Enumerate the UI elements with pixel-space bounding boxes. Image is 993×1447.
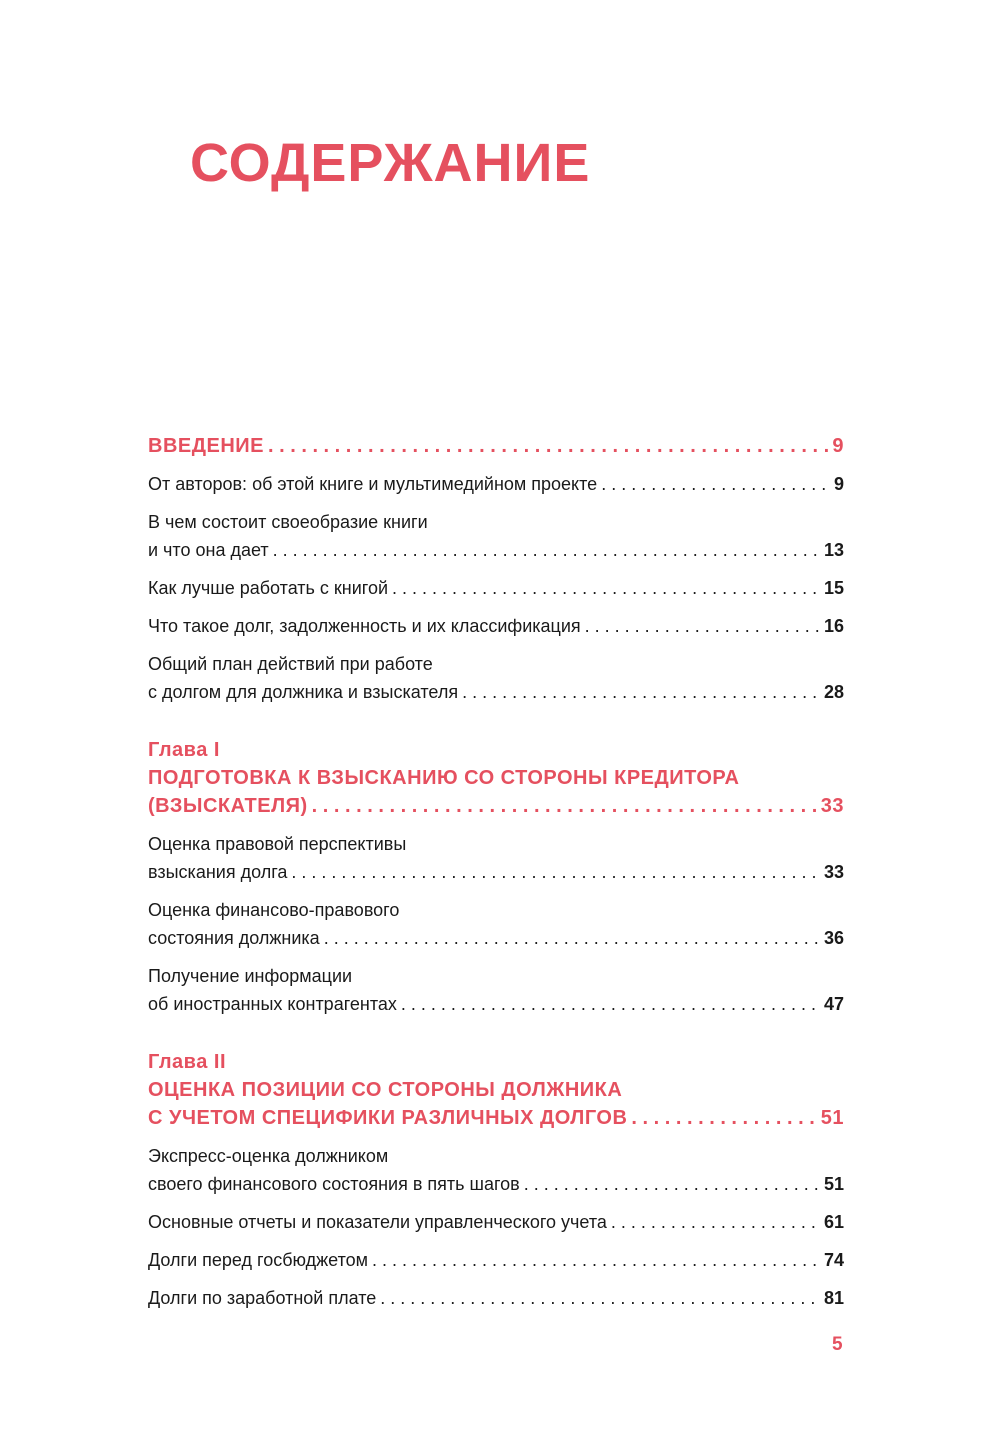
entry-title-line-2: об иностранных контрагентах	[148, 994, 397, 1014]
section-heading-line	[148, 432, 844, 460]
table-of-contents	[148, 432, 844, 1342]
entry-page-number: 33	[823, 862, 844, 882]
entry-title-line-2: с долгом для должника и взыскателя	[148, 682, 459, 702]
toc-section-chapter-2	[148, 1048, 844, 1312]
toc-entry[interactable]	[148, 830, 844, 886]
entry-title-line-1: Общий план действий при работе	[148, 654, 433, 674]
entry-title-line-2: и что она дает	[148, 540, 269, 560]
toc-entry[interactable]	[148, 1208, 844, 1236]
dot-leader	[601, 470, 830, 498]
entry-title: Долги по заработной плате	[148, 1288, 377, 1308]
section-heading[interactable]	[148, 736, 844, 820]
section-page-number: 51	[820, 1107, 844, 1129]
section-heading-line-1: ПОДГОТОВКА К ВЗЫСКАНИЮ СО СТОРОНЫ КРЕДИТОРА	[148, 767, 740, 789]
toc-entry[interactable]	[148, 574, 844, 602]
dot-leader	[380, 1284, 820, 1312]
page-title: СОДЕРЖАНИЕ	[190, 133, 591, 193]
toc-entry[interactable]	[148, 508, 844, 564]
dot-leader	[324, 924, 820, 952]
entry-page-number: 28	[823, 682, 844, 702]
section-heading-line-1: ОЦЕНКА ПОЗИЦИИ СО СТОРОНЫ ДОЛЖНИКА	[148, 1079, 623, 1101]
entry-page-number: 47	[823, 994, 844, 1014]
dot-leader	[462, 678, 820, 706]
toc-entry[interactable]	[148, 470, 844, 498]
section-heading-line	[148, 792, 844, 820]
dot-leader	[268, 432, 828, 460]
toc-entry[interactable]	[148, 1142, 844, 1198]
toc-entry[interactable]	[148, 1246, 844, 1274]
toc-section-introduction	[148, 432, 844, 706]
entry-page-number: 36	[823, 928, 844, 948]
section-page-number: 33	[820, 795, 844, 817]
section-heading-line-2: (ВЗЫСКАТЕЛЯ)	[148, 795, 308, 817]
toc-entry[interactable]	[148, 896, 844, 952]
section-heading[interactable]	[148, 1048, 844, 1132]
entry-page-number: 16	[823, 616, 844, 636]
entry-page-number: 74	[823, 1250, 844, 1270]
dot-leader	[372, 1246, 820, 1274]
entry-title-line-1: В чем состоит своеобразие книги	[148, 512, 428, 532]
entry-page-number: 51	[823, 1174, 844, 1194]
section-heading-text: ВВЕДЕНИЕ	[148, 435, 264, 457]
dot-leader	[392, 574, 820, 602]
entry-title: Как лучше работать с книгой	[148, 578, 389, 598]
entry-page-number: 61	[823, 1212, 844, 1232]
entry-page-number: 9	[833, 474, 844, 494]
toc-entry[interactable]	[148, 1284, 844, 1312]
entry-title: Основные отчеты и показатели управленческого учета	[148, 1212, 607, 1232]
dot-leader	[631, 1104, 816, 1132]
section-heading-line	[148, 1104, 844, 1132]
section-heading[interactable]	[148, 432, 844, 460]
dot-leader	[291, 858, 820, 886]
entry-title-line-1: Оценка финансово-правового	[148, 900, 400, 920]
dot-leader	[401, 990, 820, 1018]
entry-page-number: 81	[823, 1288, 844, 1308]
entry-title: От авторов: об этой книге и мультимедийном проекте	[148, 474, 598, 494]
toc-entry[interactable]	[148, 650, 844, 706]
toc-entry[interactable]	[148, 962, 844, 1018]
chapter-label: Глава II	[148, 1051, 226, 1073]
entry-title-line-2: своего финансового состояния в пять шагов	[148, 1174, 520, 1194]
entry-title-line-1: Экспресс-оценка должником	[148, 1146, 389, 1166]
toc-entry[interactable]	[148, 612, 844, 640]
dot-leader	[312, 792, 817, 820]
dot-leader	[524, 1170, 820, 1198]
entry-page-number: 13	[823, 540, 844, 560]
toc-section-chapter-1	[148, 736, 844, 1018]
dot-leader	[273, 536, 820, 564]
dot-leader	[585, 612, 820, 640]
chapter-label: Глава I	[148, 739, 220, 761]
entry-title-line-2: взыскания долга	[148, 862, 288, 882]
entry-page-number: 15	[823, 578, 844, 598]
entry-title-line-2: состояния должника	[148, 928, 320, 948]
entry-title-line-1: Оценка правовой перспективы	[148, 834, 407, 854]
entry-title: Долги перед госбюджетом	[148, 1250, 368, 1270]
dot-leader	[611, 1208, 820, 1236]
entry-title-line-1: Получение информации	[148, 966, 353, 986]
section-page-number: 9	[832, 435, 844, 457]
entry-title: Что такое долг, задолженность и их классификация	[148, 616, 581, 636]
page-number: 5	[832, 1334, 843, 1355]
section-heading-line-2: С УЧЕТОМ СПЕЦИФИКИ РАЗЛИЧНЫХ ДОЛГОВ	[148, 1107, 628, 1129]
